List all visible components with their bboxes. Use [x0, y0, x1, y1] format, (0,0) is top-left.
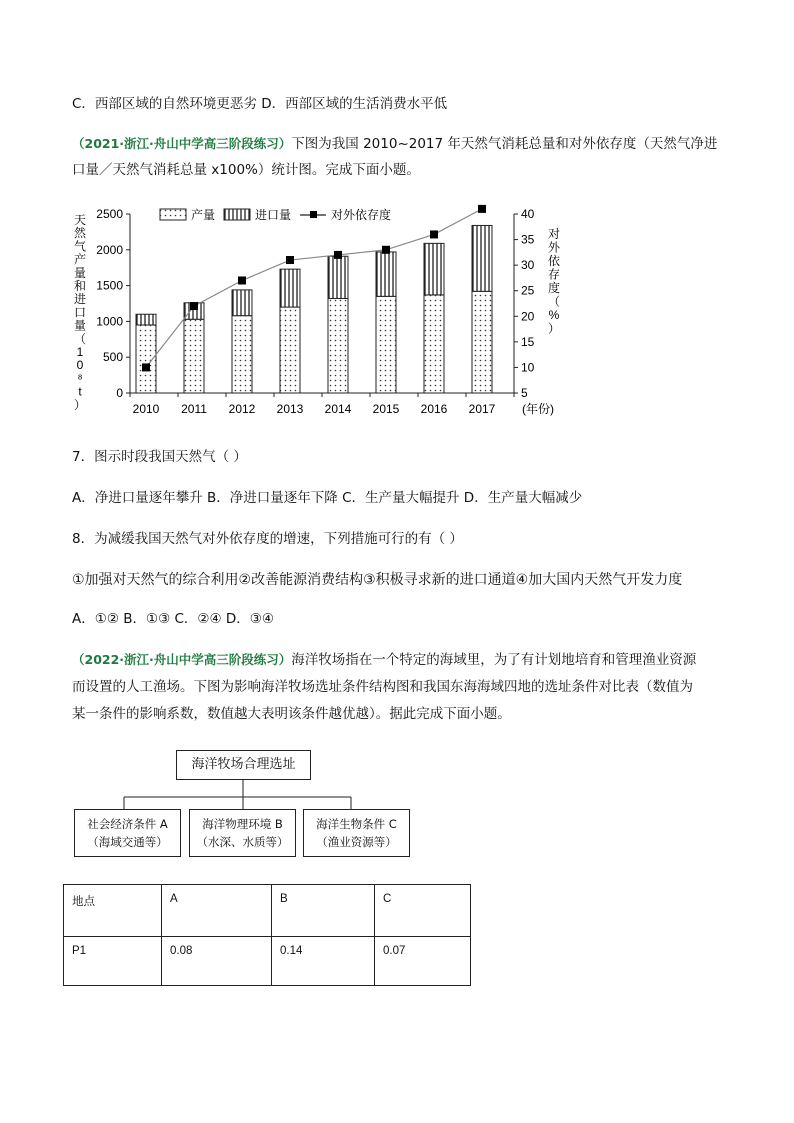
- left-axis-label-char: 和: [73, 279, 87, 293]
- left-tick-label: 0: [116, 386, 123, 400]
- table-cell: 0.08: [162, 937, 272, 986]
- option-line-cd: C．西部区域的自然环境更恶劣 D．西部区域的生活消费水平低: [72, 96, 448, 112]
- left-axis-label-char: t: [78, 384, 82, 399]
- right-axis-label-char: 度: [547, 281, 561, 295]
- x-axis-unit: (年份): [522, 402, 554, 416]
- x-tick-label: 2016: [420, 402, 448, 416]
- right-tick-label: 20: [521, 309, 535, 324]
- left-axis-label-char: 1: [76, 345, 84, 359]
- question-8-options: A．①② B．①③ C．②④ D．③④: [72, 611, 275, 627]
- right-axis-label-char: （: [547, 294, 561, 309]
- left-axis-label-char: 0: [76, 358, 84, 373]
- x-tick-label: 2012: [228, 402, 256, 416]
- table-cell: 0.14: [272, 937, 375, 986]
- right-tick-label: 25: [521, 283, 535, 298]
- left-axis-label-char: ）: [73, 397, 87, 412]
- question-intro-2b: 而设置的人工渔场。下图为影响海洋牧场选址条件结构图和我国东海海域四地的选址条件对比表（数值为: [72, 679, 693, 695]
- table-header-cell: 地点: [64, 885, 162, 937]
- source-tag-2022: （2022·浙江·舟山中学高三阶段练习）: [72, 652, 292, 667]
- x-tick-label: 2015: [372, 402, 400, 416]
- question-7-options: A．净进口量逐年攀升 B．净进口量逐年下降 C．生产量大幅提升 D．生产量大幅减少: [72, 490, 583, 506]
- table-cell: 0.07: [375, 937, 471, 986]
- right-axis-label-char: ）: [547, 321, 561, 336]
- left-tick-label: 1000: [96, 314, 123, 329]
- left-axis-label-char: 然: [73, 226, 87, 241]
- right-axis-label-char: %: [548, 308, 560, 322]
- x-tick-label: 2014: [324, 402, 352, 416]
- table-cell: P1: [64, 937, 162, 986]
- table-header-cell: C: [375, 885, 471, 937]
- question-8: 8．为减缓我国天然气对外依存度的增速，下列措施可行的有（ ）: [72, 531, 463, 547]
- table-header-row: [64, 885, 471, 937]
- site-condition-table: [63, 884, 471, 986]
- x-tick-label: 2017: [468, 402, 496, 416]
- left-tick-label: 2500: [96, 207, 123, 221]
- left-axis-label-char: 量: [73, 265, 87, 280]
- node-a-sub: （海域交通等）: [87, 835, 168, 849]
- left-tick-label: 1500: [96, 278, 123, 293]
- diagram-node-a: [74, 809, 181, 857]
- left-axis-label-char: 量: [73, 318, 87, 333]
- diagram-node-c: [303, 809, 410, 857]
- left-axis-label-char: 进: [73, 292, 87, 307]
- table-header-cell: B: [272, 885, 375, 937]
- right-tick-label: 30: [521, 258, 535, 273]
- left-axis-label-char: ⁸: [77, 371, 83, 386]
- node-c-title: 海洋生物条件 C: [316, 817, 397, 831]
- right-axis-label-char: 依: [547, 254, 561, 268]
- right-tick-label: 10: [521, 360, 535, 375]
- x-tick-label: 2011: [181, 402, 207, 416]
- node-b-sub: （水深、水质等）: [196, 835, 289, 849]
- right-axis-label-char: 外: [547, 240, 561, 255]
- question-8-items: ①加强对天然气的综合利用②改善能源消费结构③积极寻求新的进口通道④加大国内天然气开发力度: [72, 572, 683, 588]
- diagram-root: 海洋牧场合理选址: [176, 750, 311, 780]
- right-axis-label-char: 存: [547, 267, 561, 282]
- legend-label-import: 进口量: [255, 208, 292, 222]
- left-axis-label-char: 产: [73, 252, 87, 267]
- x-tick-label: 2010: [132, 402, 160, 416]
- legend-label-production: 产量: [191, 208, 216, 222]
- intro-1a: 下图为我国 2010~2017 年天然气消耗总量和对外依存度（天然气净进: [291, 136, 718, 152]
- node-b-title: 海洋物理环境 B: [202, 817, 283, 831]
- left-axis-label-char: 口: [73, 305, 87, 320]
- question-7: 7．图示时段我国天然气（ ）: [72, 449, 247, 465]
- right-tick-label: 15: [521, 334, 535, 349]
- diagram-node-b: [189, 809, 296, 857]
- right-tick-label: 35: [521, 232, 535, 247]
- node-a-title: 社会经济条件 A: [87, 817, 168, 831]
- right-tick-label: 40: [521, 207, 535, 221]
- table-header-cell: A: [162, 885, 272, 937]
- table-row: [64, 937, 471, 986]
- question-intro-1b: 口量／天然气消耗总量 x100%）统计图。完成下面小题。: [72, 162, 420, 178]
- left-tick-label: 2000: [96, 242, 123, 257]
- left-tick-label: 500: [102, 350, 123, 365]
- node-c-sub: （渔业资源等）: [316, 835, 397, 849]
- left-axis-label-char: 天: [73, 213, 87, 227]
- question-intro-2c: 某一条件的影响系数，数值越大表明该条件越优越）。据此完成下面小题。: [72, 706, 511, 722]
- intro-2a: 海洋牧场指在一个特定的海域里，为了有计划地培育和管理渔业资源: [291, 652, 697, 668]
- left-axis-label-char: 气: [73, 239, 87, 254]
- x-tick-label: 2013: [276, 402, 304, 416]
- left-axis-label-char: （: [73, 331, 87, 346]
- source-tag-2021: （2021·浙江·舟山中学高三阶段练习）: [72, 136, 292, 151]
- right-tick-label: 5: [521, 386, 528, 400]
- right-axis-label-char: 对: [547, 227, 561, 241]
- legend-label-dependency: 对外依存度: [331, 208, 392, 222]
